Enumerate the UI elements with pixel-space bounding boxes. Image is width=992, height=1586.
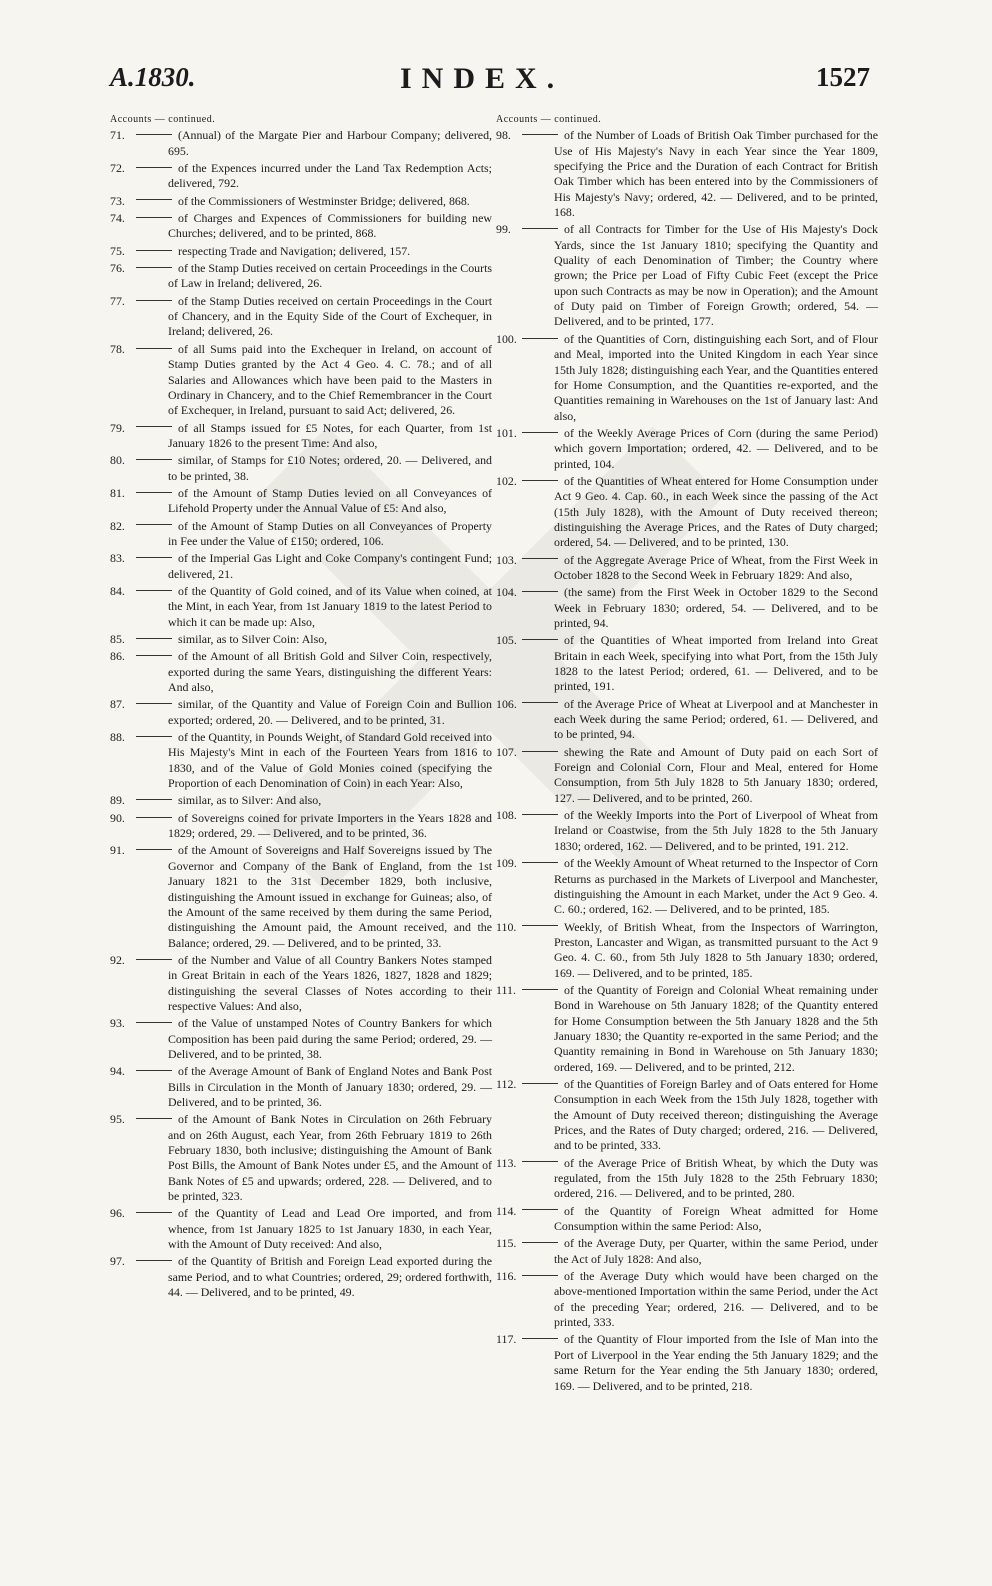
- entry-text: of the Amount of Sovereigns and Half Sovereigns issued by The Governor and Company of the Bank of England, from the 1st January 1821 to the 31st December 1829, both inclusive, distinguishing the Amount issued in exchange for Guineas; also, of the Amount of the same received by them during the same Period, distinguishing the Amount paid, the Amount received, and the Balance; ordered, 29. — Delivered, and to be printed, 33.: [168, 843, 492, 950]
- entry-number: 111.: [496, 982, 516, 997]
- index-entry: [496, 920, 878, 981]
- entry-number: 86.: [110, 649, 125, 664]
- ditto-rule: [136, 1212, 172, 1213]
- entry-text: of the Quantities of Wheat entered for Home Consumption under Act 9 Geo. 4. Cap. 60., in each Week since the passing of the Act (15th July 1828), with the Amount of Duty received thereon; distinguishing the Average Prices, and the Rates of Duty charged; ordered, 54. — Delivered, and to be printed, 130.: [554, 473, 878, 550]
- entry-text: of the Quantity of Gold coined, and of its Value when coined, at the Mint, in each Year, from 1st January 1819 to the latest Period to which it can be made up: Also,: [168, 583, 492, 629]
- entry-text: Weekly, of British Wheat, from the Inspectors of Warrington, Preston, Lancaster and Wigan, as transmitted pursuant to the Act 9 Geo. 4. C. 60., from 5th July 1828 to 5th January 1830; ordered, 169. — Delivered, and to be printed, 185.: [554, 919, 878, 980]
- index-entry: [496, 1332, 878, 1393]
- ditto-rule: [136, 703, 172, 704]
- ditto-rule: [522, 228, 558, 229]
- entry-text: of the Stamp Duties received on certain Proceedings in the Courts of Law in Ireland; delivered, 26.: [168, 261, 492, 291]
- entry-text: similar, of Stamps for £10 Notes; ordered, 20. — Delivered, and to be printed, 38.: [168, 453, 492, 483]
- ditto-rule: [136, 167, 172, 168]
- index-entry: [110, 584, 492, 630]
- continued-heading: Accounts — continued.: [496, 114, 602, 125]
- ditto-rule: [136, 959, 172, 960]
- index-entry: [496, 585, 878, 631]
- ditto-rule: [136, 492, 172, 493]
- index-entry: [110, 453, 492, 484]
- entry-text: of the Amount of Stamp Duties on all Conveyances of Property in Fee under the Value of £150; ordered, 106.: [168, 518, 492, 548]
- entry-number: 116.: [496, 1269, 517, 1284]
- entry-text: similar, as to Silver Coin: Also,: [178, 632, 328, 646]
- entry-number: 95.: [110, 1112, 125, 1127]
- entry-text: of all Sums paid into the Exchequer in Ireland, on account of Stamp Duties granted by the Act 4 Geo. 4. C. 78.; and of all Salaries and Allowances which have been paid to the Masters in Ordinary in Chancery, and to the Chief Remembrancer in the Court of Exchequer, in Ireland, pursuant to said Act; delivered, 26.: [168, 341, 492, 418]
- index-entry: [110, 421, 492, 452]
- index-entry: [496, 983, 878, 1075]
- entry-number: 85.: [110, 632, 125, 646]
- entry-text: of the Weekly Amount of Wheat returned to the Inspector of Corn Returns as purchased in the Markets of Liverpool and Manchester, distinguishing the Amount in each Market, under the Act 9 Geo. 4. C. 60.; ordered, 162. — Delivered, and to be printed, 185.: [554, 856, 878, 917]
- entry-number: 113.: [496, 1155, 517, 1170]
- index-entry: [110, 730, 492, 791]
- index-entry: [496, 1269, 878, 1330]
- entry-number: 103.: [496, 552, 517, 567]
- ditto-rule: [136, 524, 172, 525]
- entry-text: similar, of the Quantity and Value of Foreign Coin and Bullion exported; ordered, 20. — Delivered, and to be printed, 31.: [168, 697, 492, 727]
- ditto-rule: [522, 702, 558, 703]
- ditto-rule: [136, 638, 172, 639]
- ditto-rule: [522, 925, 558, 926]
- ditto-rule: [522, 1242, 558, 1243]
- entry-text: respecting Trade and Navigation; delivered, 157.: [178, 243, 411, 258]
- entry-number: 117.: [496, 1332, 517, 1347]
- ditto-rule: [136, 1118, 172, 1119]
- page-title: INDEX.: [400, 62, 565, 95]
- ditto-rule: [522, 1338, 558, 1339]
- index-entry: [110, 953, 492, 1014]
- ditto-rule: [136, 817, 172, 818]
- ditto-rule: [136, 799, 172, 800]
- entry-text: of the Expences incurred under the Land Tax Redemption Acts; delivered, 792.: [168, 161, 492, 191]
- ditto-rule: [136, 459, 172, 460]
- entry-number: 91.: [110, 843, 125, 858]
- entry-number: 94.: [110, 1064, 125, 1079]
- ditto-rule: [136, 655, 172, 656]
- entry-text: of the Quantity of Lead and Lead Ore imported, and from whence, from 1st January 1825 to 1st January 1830, in each Year, with the Amount of Duty received: And also,: [168, 1206, 492, 1252]
- ditto-rule: [136, 217, 172, 218]
- ditto-rule: [522, 591, 558, 592]
- entry-number: 83.: [110, 551, 125, 566]
- page-number: 1527: [816, 62, 870, 92]
- entry-text: similar, as to Silver: And also,: [178, 793, 322, 808]
- entry-text: of the Amount of all British Gold and Silver Coin, respectively, exported during the same Years, distinguishing the different Years: And also,: [168, 649, 492, 695]
- left-column: [110, 112, 492, 1302]
- entry-text: of the Quantity, in Pounds Weight, of Standard Gold received into His Majesty's Mint in each of the Fourteen Years from 1816 to 1830, and of the Value of Gold Monies coined (specifying the Proportion of each Denomination of Coin) in each Year: Also,: [168, 730, 492, 791]
- index-entry: [110, 244, 492, 259]
- entry-number: 80.: [110, 453, 125, 468]
- index-entry: [110, 294, 492, 340]
- entry-text: of the Number of Loads of British Oak Timber purchased for the Use of His Majesty's Navy in each Year since the Year 1809, specifying the Price and the Duration of each Contract for British Oak Timber which has been entered into by the Commissioners of His Majesty's Navy; ordered, 42. — Delivered, and to be printed, 168.: [554, 128, 878, 220]
- entry-number: 72.: [110, 161, 125, 176]
- ditto-rule: [522, 862, 558, 863]
- ditto-rule: [136, 1070, 172, 1071]
- entry-number: 78.: [110, 341, 125, 356]
- entry-number: 79.: [110, 420, 125, 435]
- entry-number: 105.: [496, 633, 517, 648]
- ditto-rule: [136, 267, 172, 268]
- entry-number: 81.: [110, 485, 125, 500]
- ditto-rule: [136, 426, 172, 427]
- index-entry: [110, 649, 492, 695]
- entry-number: 109.: [496, 856, 517, 871]
- entry-number: 96.: [110, 1206, 125, 1221]
- continued-heading: Accounts — continued.: [110, 114, 216, 125]
- ditto-rule: [522, 480, 558, 481]
- index-entry: [496, 1077, 878, 1154]
- index-entry: [110, 261, 492, 292]
- index-entry: [110, 632, 492, 647]
- ditto-rule: [522, 134, 558, 135]
- entry-number: 101.: [496, 425, 517, 440]
- entry-number: 92.: [110, 952, 125, 967]
- ditto-rule: [136, 250, 172, 251]
- ditto-rule: [522, 1209, 558, 1210]
- entry-number: 108.: [496, 808, 517, 823]
- index-entry: [496, 474, 878, 551]
- entry-number: 74.: [110, 211, 125, 226]
- index-entry: [110, 486, 492, 517]
- entry-text: of Sovereigns coined for private Importers in the Years 1828 and 1829; ordered, 29. — Delivered, and to be printed, 36.: [168, 810, 492, 841]
- entry-number: 102.: [496, 473, 517, 488]
- entry-number: 88.: [110, 730, 125, 745]
- index-entry: [496, 222, 878, 329]
- entry-text: of the Quantity of Foreign and Colonial Wheat remaining under Bond in Warehouse on 5th January 1828; of the Quantity entered for Home Consumption between the 5th January 1828 and the 5th January 1830; the Quantity re-exported in the same Period; and the Quantity remaining in Bond in Warehouse on 5th January 1830; ordered, 169. — Delivered, and to be printed, 212.: [554, 982, 878, 1074]
- entry-number: 110.: [496, 919, 517, 934]
- index-entry: [496, 856, 878, 917]
- entry-number: 77.: [110, 293, 125, 308]
- ditto-rule: [136, 590, 172, 591]
- index-entry: [110, 1206, 492, 1252]
- entry-number: 114.: [496, 1203, 517, 1218]
- index-entry: [110, 342, 492, 419]
- page-header: [110, 62, 870, 102]
- ditto-rule: [136, 300, 172, 301]
- entry-text: of the Amount of Stamp Duties levied on all Conveyances of Lifehold Property under the Annual Value of £5: And also,: [168, 485, 492, 516]
- ditto-rule: [522, 1161, 558, 1162]
- index-entry: [496, 553, 878, 584]
- ditto-rule: [136, 849, 172, 850]
- index-entry: [110, 128, 492, 159]
- ditto-rule: [136, 557, 172, 558]
- entry-text: of all Contracts for Timber for the Use of His Majesty's Dock Yards, since the 1st January 1810; specifying the Quantity and Quality of each Denomination of Timber; the Country where grown; the Price per Load of Fifty Cubic Feet (except the Price upon such Contracts as may be now in Operation); and the Amount of Duty paid on Timber of Foreign Growth; ordered, 54. — Delivered, and to be printed, 177.: [554, 222, 878, 329]
- index-entry: [496, 633, 878, 694]
- index-entry: [110, 843, 492, 950]
- ditto-rule: [522, 1275, 558, 1276]
- entry-number: 98.: [496, 128, 511, 143]
- entry-number: 115.: [496, 1236, 517, 1251]
- index-entry: [496, 1204, 878, 1235]
- entry-text: of the Weekly Imports into the Port of Liverpool of Wheat from Ireland or Coastwise, from the 5th July 1828 to the 5th January 1830; ordered, 162. — Delivered, and to be printed, 191. 212.: [554, 808, 878, 853]
- ditto-rule: [136, 1022, 172, 1023]
- ditto-rule: [136, 1260, 172, 1261]
- entry-text: of the Amount of Bank Notes in Circulation on 26th February and on 26th August, each Year, from 26th February 1819 to 26th February 1830, both inclusive; distinguishing the Amount of Bank Post Bills, the Amount of Bank Notes under £5, and the Amount of Bank Notes of £5 and upwards; ordered, 228. — Delivered, and to be printed, 323.: [168, 1112, 492, 1204]
- entry-text: (Annual) of the Margate Pier and Harbour Company; delivered, 695.: [168, 128, 492, 158]
- entry-number: 71.: [110, 128, 125, 143]
- entry-text: of the Commissioners of Westminster Bridge; delivered, 868.: [178, 193, 470, 208]
- entry-number: 87.: [110, 697, 125, 712]
- right-column: [496, 112, 878, 1396]
- index-entry: [110, 793, 492, 808]
- entry-text: of all Stamps issued for £5 Notes, for each Quarter, from 1st January 1826 to the present Time: And also,: [168, 420, 492, 450]
- entry-number: 107.: [496, 744, 517, 759]
- index-entry: [496, 426, 878, 472]
- ditto-rule: [522, 639, 558, 640]
- index-entry: [496, 1156, 878, 1202]
- entry-text: of the Average Duty which would have been charged on the above-mentioned Importation within the same Period, under the Act of the preceding Year; ordered, 216. — Delivered, and to be printed, 333.: [554, 1269, 878, 1330]
- entry-number: 112.: [496, 1076, 517, 1091]
- ditto-rule: [522, 338, 558, 339]
- ditto-rule: [522, 751, 558, 752]
- index-entry: [110, 1254, 492, 1300]
- entry-text: of the Imperial Gas Light and Coke Company's contingent Fund; delivered, 21.: [168, 551, 492, 581]
- entry-number: 75.: [110, 243, 125, 258]
- entry-number: 82.: [110, 518, 125, 533]
- ditto-rule: [136, 736, 172, 737]
- entry-text: of the Quantity of Foreign Wheat admitted for Home Consumption within the same Period: Also,: [554, 1203, 878, 1234]
- entry-text: of the Quantities of Wheat imported from Ireland into Great Britain in each Week, specifying into what Port, from the 15th July 1828 to the latest Period; ordered, 61. — Delivered, and to be printed, 191.: [554, 633, 878, 694]
- entry-text: of the Aggregate Average Price of Wheat, from the First Week in October 1828 to the Second Week in February 1829: And also,: [554, 552, 878, 582]
- ditto-rule: [522, 432, 558, 433]
- entry-text: of the Average Duty, per Quarter, within the same Period, under the Act of July 1828: And also,: [554, 1236, 878, 1266]
- entry-number: 106.: [496, 696, 517, 711]
- entry-number: 104.: [496, 585, 517, 600]
- entry-text: of the Number and Value of all Country Bankers Notes stamped in Great Britain in each of the Years 1826, 1827, 1828 and 1829; distinguishing the several Classes of Notes according to their respective Values: And also,: [168, 952, 492, 1013]
- index-entry: [110, 1064, 492, 1110]
- entry-number: 84.: [110, 583, 125, 598]
- index-entry: [496, 128, 878, 220]
- entry-number: 99.: [496, 222, 511, 237]
- ditto-rule: [522, 1083, 558, 1084]
- ditto-rule: [136, 134, 172, 135]
- entry-text: of the Average Price of British Wheat, by which the Duty was regulated, from the 15th July 1828 to the 25th February 1830; ordered, 216. — Delivered, and to be printed, 280.: [554, 1155, 878, 1201]
- index-entry: [496, 1236, 878, 1267]
- entry-text: of Charges and Expences of Commissioners for building new Churches; delivered, and to be printed, 868.: [168, 211, 492, 241]
- index-entry: [110, 551, 492, 582]
- page-year: A.1830.: [110, 62, 196, 92]
- entry-number: 90.: [110, 810, 125, 825]
- index-entry: [110, 161, 492, 192]
- entry-number: 100.: [496, 331, 517, 346]
- ditto-rule: [522, 814, 558, 815]
- index-entry: [110, 519, 492, 550]
- ditto-rule: [522, 558, 558, 559]
- index-entry: [496, 808, 878, 854]
- index-entry: [110, 1016, 492, 1062]
- entry-text: of the Average Amount of Bank of England Notes and Bank Post Bills in Circulation in the Month of January 1830; ordered, 29. — Delivered, and to be printed, 36.: [168, 1064, 492, 1109]
- entry-number: 93.: [110, 1016, 125, 1031]
- ditto-rule: [136, 199, 172, 200]
- entry-text: (the same) from the First Week in October 1829 to the Second Week in February 1830; ordered, 54. — Delivered, and to be printed, 94.: [554, 585, 878, 630]
- entry-number: 89.: [110, 793, 125, 808]
- ditto-rule: [522, 989, 558, 990]
- index-entry: [496, 332, 878, 424]
- entry-text: of the Quantities of Foreign Barley and of Oats entered for Home Consumption in each Week from the 15th July 1828, together with the Amount of Duty received thereon; distinguishing the Average Prices, and the Rates of Duty charged; ordered, 216. — Delivered, and to be printed, 333.: [554, 1076, 878, 1153]
- entry-text: of the Quantity of British and Foreign Lead exported during the same Period, and to what Countries; ordered, 29; ordered forthwith, 44. — Delivered, and to be printed, 49.: [168, 1254, 492, 1300]
- index-entry: [110, 1112, 492, 1204]
- entry-number: 73.: [110, 193, 125, 208]
- entry-text: of the Stamp Duties received on certain Proceedings in the Court of Chancery, and in the Equity Side of the Court of Exchequer, in Ireland; delivered, 26.: [168, 293, 492, 339]
- index-entry: [110, 811, 492, 842]
- index-entry: [496, 697, 878, 743]
- index-entry: [496, 745, 878, 806]
- entry-number: 97.: [110, 1254, 125, 1269]
- index-entry: [110, 697, 492, 728]
- entry-text: shewing the Rate and Amount of Duty paid on each Sort of Foreign and Colonial Corn, Flour and Meal, entered for Home Consumption, from 5th July 1828 to 5th January 1830; ordered, 127. — Delivered, and to be printed, 260.: [554, 744, 878, 805]
- index-entry: [110, 194, 492, 209]
- entry-text: of the Average Price of Wheat at Liverpool and at Manchester in each Week during the same Period; ordered, 61. — Delivered, and to be printed, 94.: [554, 696, 878, 742]
- entry-number: 76.: [110, 261, 125, 276]
- entry-text: of the Quantities of Corn, distinguishing each Sort, and of Flour and Meal, imported into the United Kingdom in each Year since 15th July 1828; distinguishing each Year, and the Quantities entered for Home Consumption, and the Quantities re-exported, and the Quantities remaining in Warehouses on the 1st of January last: And also,: [554, 331, 878, 423]
- entry-text: of the Quantity of Flour imported from the Isle of Man into the Port of Liverpool in the Year ending the 5th January 1829; and the same Return for the Year ending the 5th January 1830; ordered, 169. — Delivered, and to be printed, 218.: [554, 1332, 878, 1393]
- entry-text: of the Value of unstamped Notes of Country Bankers for which Composition has been paid during the same Period; ordered, 29. — Delivered, and to be printed, 38.: [168, 1016, 492, 1061]
- entry-text: of the Weekly Average Prices of Corn (during the same Period) which govern Importation; ordered, 42. — Delivered, and to be printed, 104.: [554, 425, 878, 471]
- ditto-rule: [136, 348, 172, 349]
- index-entry: [110, 211, 492, 242]
